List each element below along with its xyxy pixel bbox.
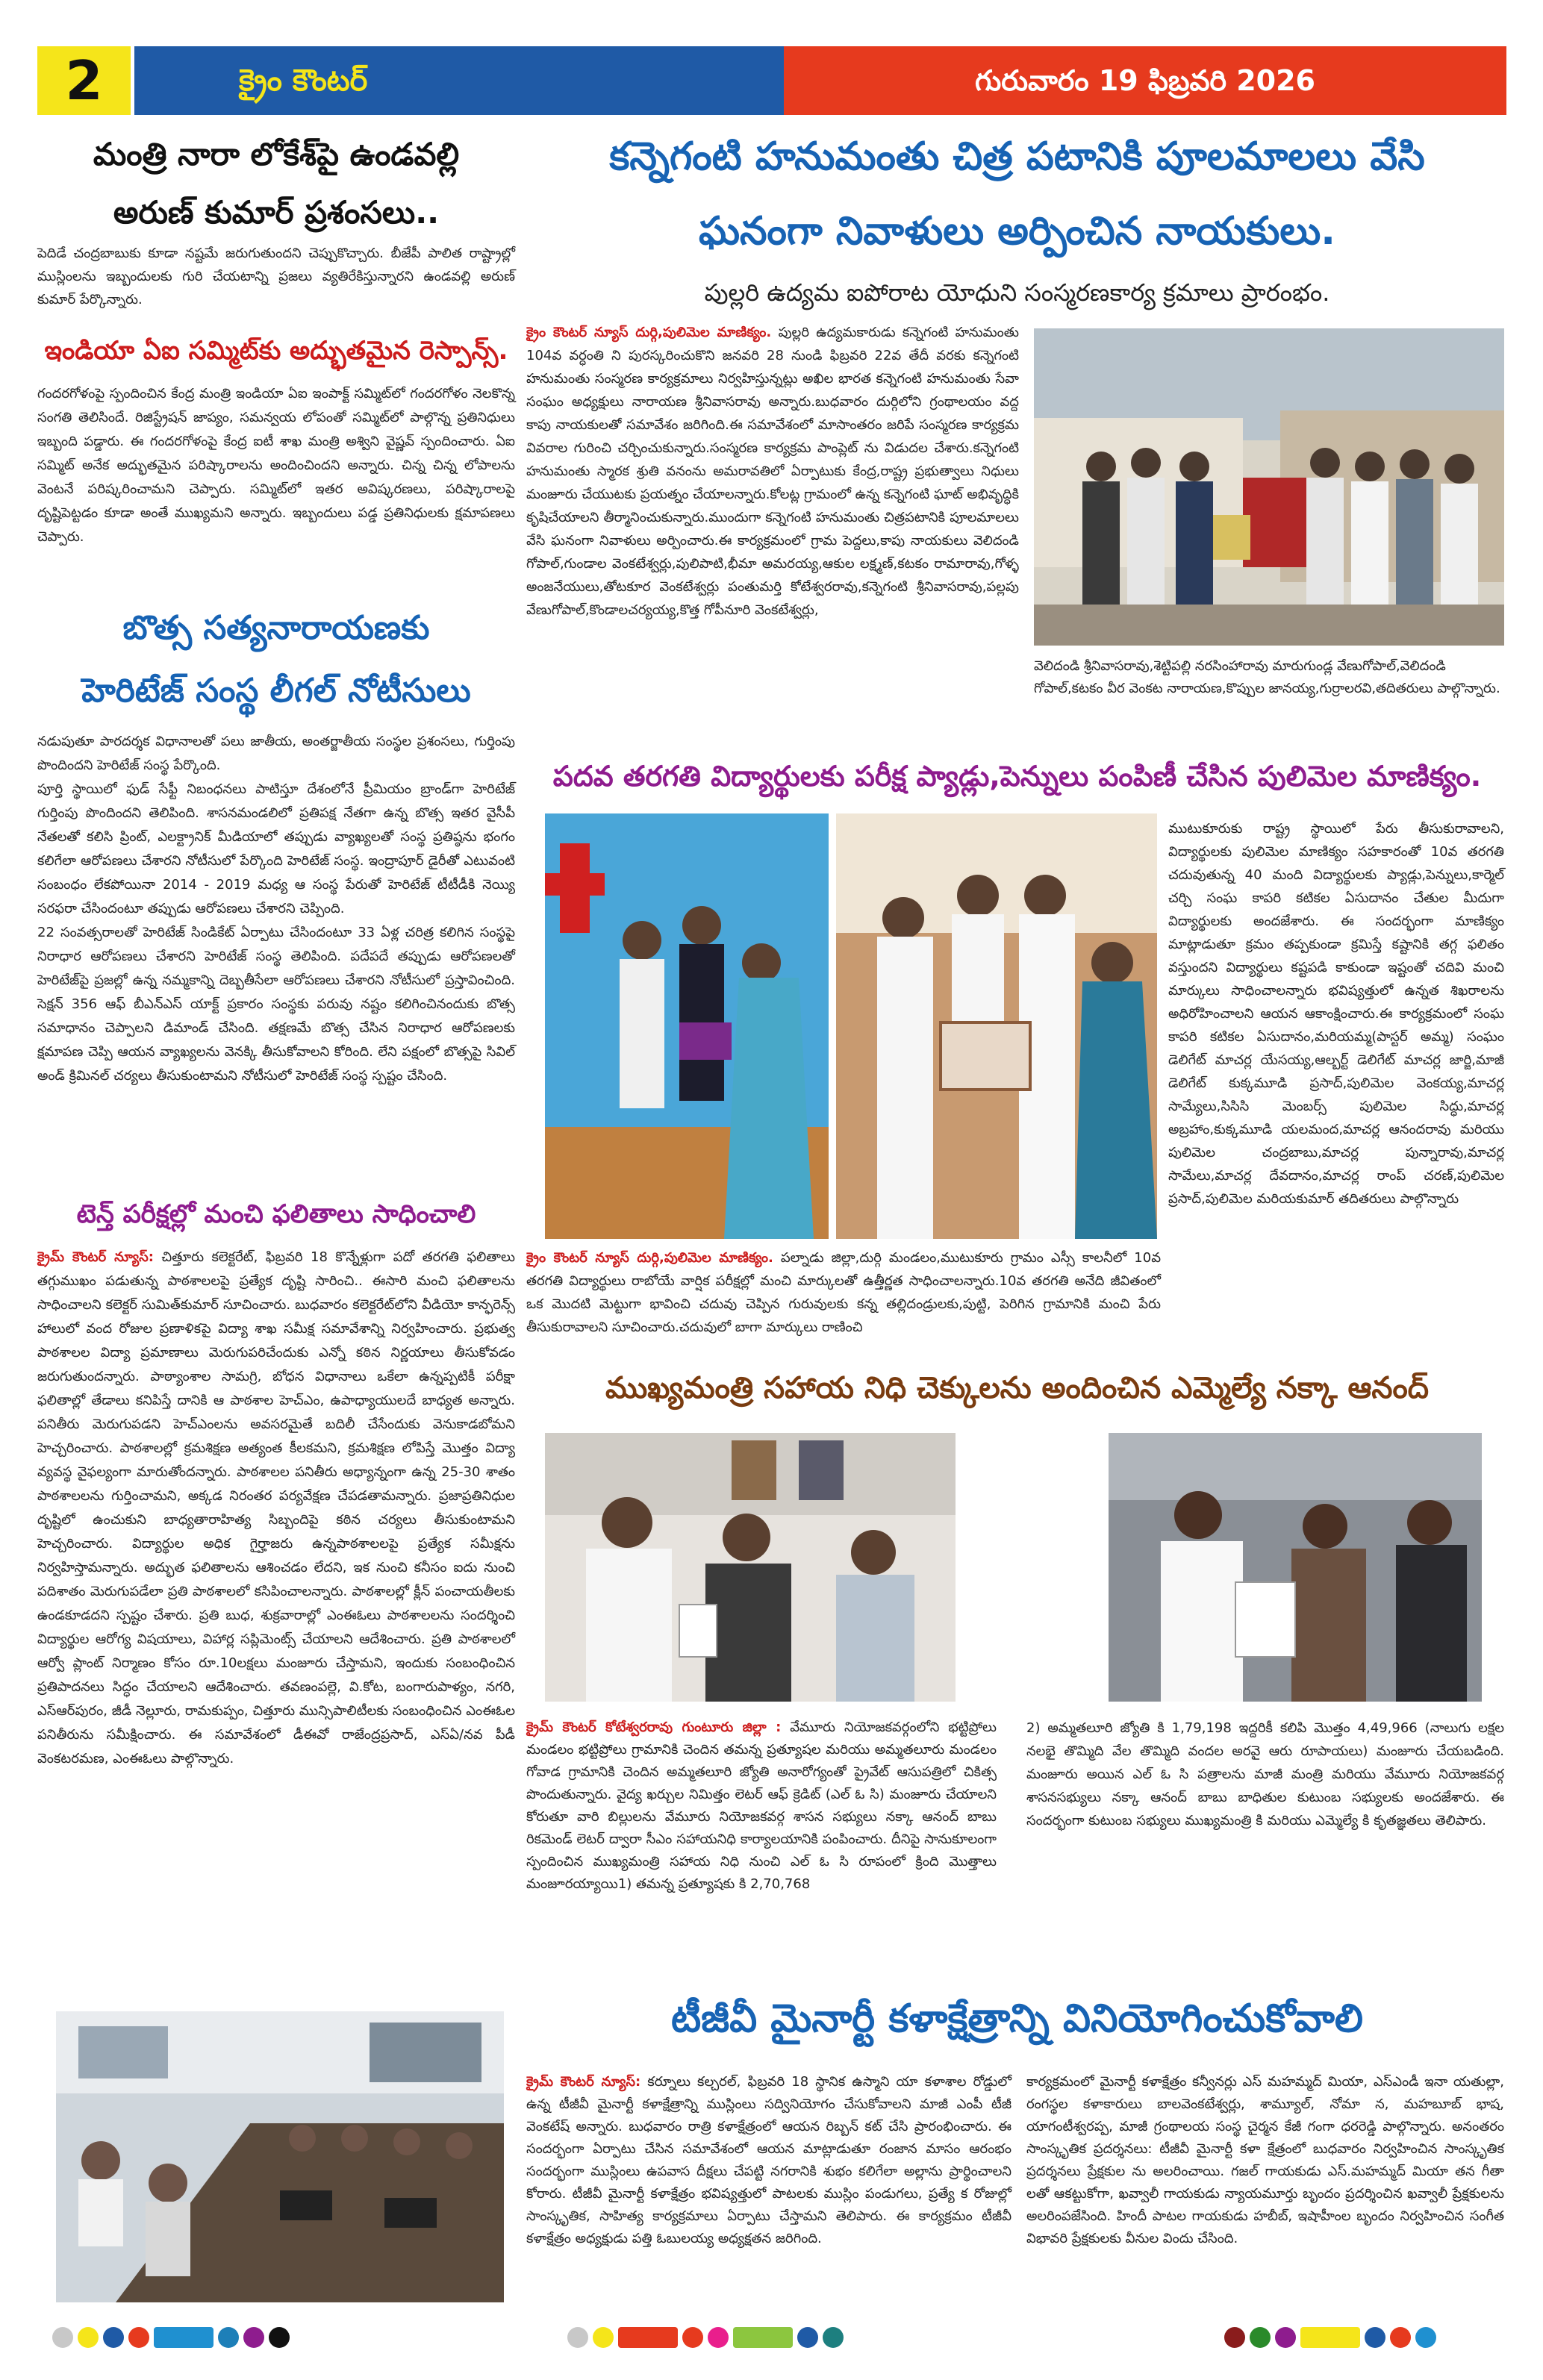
story-tenth — [37, 1190, 515, 1771]
color-dot — [567, 2327, 588, 2348]
color-dot — [103, 2327, 124, 2348]
photo-cmrf-1 — [545, 1433, 956, 1702]
color-dot — [1224, 2327, 1245, 2348]
story-heritage-body-1: నడుపుతూ పారదర్శక విధానాలతో పలు జాతీయ, అంతర్జాతీయ సంస్థల ప్రశంసలు, గుర్తింపు పొందిందని హెరిటేజ్ సంస్థ పేర్కొంది. — [37, 734, 515, 773]
story-cmrf-headline: ముఖ్యమంత్రి సహాయ నిధి చెక్కులను అందించిన ఎమ్మెల్యే నక్కా ఆనంద్ — [605, 1371, 1429, 1405]
color-dot — [823, 2327, 844, 2348]
story-tgv-body-left — [526, 2071, 1011, 2250]
issue-date: గురువారం 19 ఫిబ్రవరి 2026 — [974, 64, 1315, 97]
photo-tribute — [1034, 328, 1504, 646]
color-dot — [682, 2327, 703, 2348]
story-pads-headline: పదవ తరగతి విద్యార్థులకు పరీక్ష ప్యాడ్లు,పెన్నులు పంపిణీ చేసిన పులిమెల మాణిక్యం. — [552, 760, 1482, 793]
color-dot — [1415, 2327, 1436, 2348]
color-dot — [1365, 2327, 1385, 2348]
color-dot — [52, 2327, 73, 2348]
story-tenth-headline: టెన్త్ పరీక్షల్లో మంచి ఫలితాలు సాధించాలి — [76, 1199, 476, 1229]
story-tenth-text: చిత్తూరు కలెక్టరేట్, ఫిబ్రవరి 18 కొన్నేళ్లుగా పదో తరగతి ఫలితాలు తగ్గుముఖం పడుతున్న పాఠశాలలపై ప్రత్యేక దృష్టి సారించి.. ఈసారి మంచి ఫలితాలను సాధించాలని కలెక్టర్ సుమిత్‌కుమార్ సూచించారు. బుధవారం కలెక్టరేట్‌లోని వీడియో కాన్ఫరెన్స్ హాలులో వంద రోజుల ప్రణాళికపై విద్యా శాఖ సమీక్ష సమావేశాన్ని నిర్వహించారు. ప్రభుత్వ పాఠశాలల విద్యా ప్రమాణాలు మెరుగుపరిచేందుకు ఎన్నో కఠిన నిర్ణయాలు తీసుకోవడం జరుగుతుందన్నారు. పాఠ్యాంశాల సామగ్రి, బోధన విధానాలు ఒకేలా ఉన్నప్పటికీ పరీక్షా ఫలితాల్లో తేడాలు కనిపిస్తే దానికి ఆ పాఠశాల హెచ్ఎం, ఉపాధ్యాయులదే బాధ్యత అన్నారు. పనితీరు మెరుగుపడని హెచ్ఎంలను అవసరమైతే బదిలీ చేసేందుకు వెనుకాడబోమని హెచ్చరించారు. పాఠశాలల్లో క్రమశిక్షణ అత్యంత కీలకమని, క్రమశిక్షణ లోపిస్తే మొత్తం విద్యా వ్యవస్థ వైఫల్యంగా మారుతోందన్నారు. పాఠశాలల పనితీరు అధ్యాన్నంగా ఉన్న 25-30 శాతం పాఠశాలలను గుర్తించామని, అక్కడ నిరంతర పర్యవేక్షణ చేపడతామన్నారు. ప్రజాప్రతినిధుల దృష్టిలో ఉంచుకుని బాధ్యతారాహిత్య సిబ్బందిపై కఠిన చర్యలు తీసుకుంటామని హెచ్చరించారు. విద్యార్థుల అధిక గైర్హాజరు ఉన్నపాఠశాలలపై ప్రత్యేక సమీక్షను నిర్వహిస్తామన్నారు. అద్భుత ఫలితాలను ఆశించడం లేదని, ఇక నుంచి కనీసం ఐదు నుంచి పదిశాతం మెరుగుపడేలా ప్రతి పాఠశాలలో కసిపించాలన్నారు. పాఠశాలల్లో క్లీన్ పంచాయతీలకు ఉండకూడదని స్పష్టం చేశారు. ప్రతి బుధ, శుక్రవారాల్లో ఎంఈఓలు పాఠశాలలను సందర్శించి విద్యార్థుల ఆరోగ్య విషయాలు, విహార్ల సప్లిమెంట్స్ చేయాలని ఆదేశించారు. ప్రతి పాఠశాలలో ఆర్వో ప్లాంట్ నిర్మాణం కోసం రూ.10లక్షలు మంజూరు చేస్తామని, ఇందుకు సంబంధించిన ప్రతిపాదనలు సిద్ధం చేయాలని ఆదేశించారు. తవణంపల్లె, వి.కోట, బంగారుపాళ్యం, నగరి, ఎస్ఆర్‌పురం, జీడీ నెల్లూరు, రామకుప్పం, చిత్తూరు మున్సిపాలిటీలకు సంబంధించిన ఎంఈఓల పనితీరును సమీక్షించారు. ఈ సమావేశంలో డీఈవో రాజేంద్రప్రసాద్, ఎస్ఏ/నవ పీడీ వెంకటరమణ, ఎంఈఓలు పాల్గొన్నారు. — [37, 1249, 515, 1767]
story-lokesh-headline-2: అరుణ్ కుమార్ ప్రశంసలు.. — [113, 194, 440, 231]
story-lokesh — [37, 125, 515, 311]
story-tgv-lead: క్రైమ్ కౌంటర్ న్యూస్: — [526, 2074, 641, 2090]
color-dot — [797, 2327, 818, 2348]
color-bar — [1300, 2327, 1360, 2348]
story-cmrf-right-body: 2) అమ్మతలూరి జ్యోతి కి 1,79,198 ఇద్దరికీ కలిపి మొత్తం 4,49,966 (నాలుగు లక్షల నలభై తొమ్మిది వేల తొమ్మిది వందల అరవై ఆరు రూపాయలు) మంజూరు చేయబడింది. మంజూరు అయిన ఎల్ ఓ సి పత్రాలను మాజీ మంత్రి మరియు వేమూరు నియోజకవర్గ శాసనసభ్యులు నక్కా ఆనంద్ బాబు బాధితుల కుటుంబ సభ్యులకు అందజేశారు. ఈ సందర్భంగా కుటుంబ సభ్యులు ముఖ్యమంత్రి కి మరియు ఎమ్మెల్యే కి కృతజ్ఞతలు తెలిపారు. — [1026, 1720, 1504, 1828]
color-dot — [243, 2327, 264, 2348]
story-tgv-headline: టీజీవీ మైనార్టీ కళాక్షేత్రాన్ని వినియోగించుకోవాలి — [671, 1996, 1363, 2041]
story-ai-summit — [37, 328, 515, 549]
story-heritage-headline-1: బొత్స సత్యనారాయణకు — [122, 609, 430, 647]
date-banner — [784, 46, 1506, 115]
story-tenth-body — [37, 1246, 515, 1771]
footer-color-strip-left — [52, 2327, 290, 2348]
story-hanumanthu-lead: క్రైం కౌంటర్ న్యూస్ దుర్గి,పులిమెల మాణిక్యం. — [526, 325, 772, 340]
story-pads-right-text: ముటుకూరుకు రాష్ట్ర స్థాయిలో పేరు తీసుకురావాలని, విద్యార్థులకు పులిమెల మాణిక్యం సహకారంతో 10వ తరగతి చదువుతున్న 40 మంది విద్యార్థులకు ప్యాడ్లు,పెన్నులు,కార్మెల్ చర్చి సంఘ కాపరి కటికల ఏసుదానం చేతుల మీదుగా విద్యార్థులకు అందజేశారు. ఈ సందర్భంగా మాణిక్యం మాట్లాడుతూ క్రమం తప్పకుండా క్రమిస్తే కష్టానికి తగ్గ ఫలితం వస్తుందని విద్యార్థులు కష్టపడి కాకుండా ఇష్టంతో చదివి మంచి మార్కులు సాధించాలన్నారు భవిష్యత్తులో ఉన్నత శిఖరాలను అధిరోహించాలని ఆయన ఆకాంక్షించారు.ఈ కార్యక్రమంలో సంఘ కాపరి కటికల ఏసుదానం,మరియమ్మ(పాస్టర్ అమ్మ) సంఘం డెలిగేట్ మాచర్ల యేసయ్య,ఆల్బర్ట్ డెలిగేట్ మాచర్ల జార్జి,మాజీ డెలిగేట్ కుక్కమూడి ప్రసాద్,పులిమెల వెంకయ్య,మాచర్ల సామ్యేలు,సిసిసి మెంబర్స్ పులిమెల సిద్ధు,మాచర్ల అబ్రహాం,కుక్కమూడి యలమంద,మాచర్ల ఆనందరావు మరియు పులిమెల చంద్రబాబు,మాచర్ల పున్నారావు,మాచర్ల సామేలు,మాచర్ల దేవదానం,మాచర్ల రాంప్ చరణ్,పులిమెల ప్రసాద్,పులిమెల మరియకుమార్ తదితరులు పాల్గొన్నారు — [1168, 821, 1504, 1207]
color-dot — [269, 2327, 290, 2348]
color-dot — [1390, 2327, 1411, 2348]
photo-pads-1 — [545, 813, 829, 1239]
color-bar — [733, 2327, 793, 2348]
photo-tribute-caption: వెలిదండి శ్రీనివాసరావు,శెట్టిపల్లి నరసింహారావు మారుగుండ్ల వేణుగోపాల్,వెలిదండి గోపాల్,కటకం వీర వెంకట నారాయణ,కొప్పుల జానయ్య,గుర్రాలరవి,తదితరులు పాల్గొన్నారు. — [1034, 658, 1500, 696]
section-banner — [134, 46, 784, 115]
story-hanumanthu — [526, 119, 1508, 316]
footer-color-strip-center — [567, 2327, 844, 2348]
story-heritage-headline-2: హెరిటేజ్ సంస్థ లీగల్ నోటీసులు — [81, 672, 471, 710]
story-tgv-body-right: కార్యక్రమంలో మైనార్టీ కళాక్షేత్రం కన్వీనర్లు ఎస్ మహమ్మద్ మియా, ఎస్ఎండీ ఇనా యతుల్లా, రంగస్థల కళాకారులు బాలవెంకటేశ్వర్లు, శామ్యూల్, నోమా న, మహబూబ్ భాష, యాగంటీశ్వరప్ప, మాజీ గ్రంథాలయ సంస్థ చైర్మన కేజీ గంగా ధరరెడ్డి పాల్గొన్నారు. అనంతరం సాంస్కృతిక ప్రదర్శనలు: టీజీవీ మైనార్టీ కళా క్షేత్రంలో బుధవారం నిర్వహించిన సాంస్కృతిక ప్రదర్శనలు ప్రేక్షకుల ను అలరించాయి. గజల్ గాయకుడు ఎస్.మహమ్మద్ మియా తన గీతా లతో ఆకట్టుకోగా, ఖవ్వాలీ గాయకుడు న్యాయమూర్తు బృందం ప్రదర్శించిన ఖవ్వాలీ ప్రేక్షకులను అలరింపజేసింది. హిందీ పాటల గాయకుడు హబీబ్, ఇషాహీంల బృందం నిర్వహించిన సంగీత విభావరి ప్రేక్షకులకు వీనుల విందు చేసింది. — [1026, 2074, 1504, 2246]
story-hanumanthu-subheadline: పుల్లరి ఉద్యమ ఐపోరాట యోధుని సంస్మరణకార్య క్రమాలు ప్రారంభం. — [704, 278, 1330, 307]
photo-collector-meeting — [56, 2011, 504, 2302]
page-number: 2 — [37, 46, 131, 115]
footer-color-strip-right — [1224, 2327, 1436, 2348]
color-dot — [218, 2327, 239, 2348]
story-hanumanthu-headline-2: ఘనంగా నివాళులు అర్పించిన నాయకులు. — [699, 209, 1335, 254]
story-ai-summit-body: గందరగోళంపై స్పందించిన కేంద్ర మంత్రి ఇండియా ఏఐ ఇంపాక్ట్ సమ్మిట్‌లో గందరగోళం నెలకొన్న సంగతి తెలిసిందే. రిజిస్ట్రేషన్ జాప్యం, సమన్వయ లోపంతో సమ్మిట్‌లో పాల్గొన్న ప్రతినిధులు ఇబ్బంది పడ్డారు. ఈ గందరగోళంపై కేంద్ర ఐటీ శాఖ మంత్రి అశ్విని వైష్ణవ్ స్పందించారు. ఏఐ సమ్మిట్ అనేక అద్భుతమైన పరిష్కారాలను అందించిందని అన్నారు. చిన్న చిన్న లోపాలను వెంటనే పరిష్కరించామని చెప్పారు. సమ్మిట్‌లో ఇతర అవిష్కరణలు, పరిష్కారాలపై దృష్టిపెట్టడం కూడా అంతే ముఖ్యమని అన్నారు. ఇబ్బందులు పడ్డ ప్రతినిధులకు క్షమాపణలు చెప్పారు. — [37, 386, 515, 545]
section-title: క్రైం కౌంటర్ — [239, 63, 368, 98]
story-tenth-lead: క్రైమ్ కౌంటర్ న్యూస్: — [37, 1249, 154, 1265]
story-hanumanthu-text: పుల్లరి ఉద్యమకారుడు కన్నెగంటి హనుమంతు 104వ వర్ధంతి ని పురస్కరించుకొని జనవరి 28 నుండి ఫిబ్రవరి 22వ తేదీ వరకు కన్నెగంటి హనుమంతు సంస్మరణ కార్యక్రమాలు నిర్వహిస్తున్నట్లు అఖిల భారత కన్నెగంటి హనుమంతు సేవా సంఘం అధ్యక్షులు నారాయణ శ్రీనివాసరావు అన్నారు.బుధవారం దుర్గిలోని గ్రంథాలయం వద్ద కాపు నాయకులతో సమావేశం జరిగింది.ఈ సమావేశంలో మాసాంతరం జరిపే సంస్మరణ కార్యక్రమ వివరాల గురించి చర్చించుకున్నారు.సంస్మరణ కార్యక్రమ పాంప్లెట్ ను విడుదల చేశారు.కన్నెగంటి హనుమంతు స్మారక శ్రుతి వనంను అమరావతిలో ఏర్పాటుకు కేంద్ర,రాష్ట్ర ప్రభుత్వాలు నిధులు మంజూరు చేయుటకు ప్రయత్నం చేయాలన్నారు.కోలట్ల గ్రామంలో ఉన్న కన్నెగంటి ఘాట్ అభివృద్ధికి కృషిచేయాలని తీర్మానించుకున్నారు.ముందుగా కన్నెగంటి హనుమంతు చిత్రపటానికి పూలమాలలు వేసి ఘనంగా నివాళులు అర్పించారు.ఈ కార్యక్రమంలో గ్రామ పెద్దలు,కాపు నాయకులు వెలిదండి గోపాల్,గుండాల వెంకటేశ్వర్లు,పులిపాటి,భీమా అమరయ్య,ఆకుల లక్ష్మణ్,కటకం రామారావు,గోళ్ళ అంజనేయులు,తోటకూర వెంకటేశ్వర్లు పంతుమర్తి కోటేశ్వరరావు,కన్నెగంటి శ్రీనివాసరావు,పల్లపు వేణుగోపాల్,కొండాలచర్యయ్య,కొత్త గోపీనూరి వెంకటేశ్వర్లు, — [526, 325, 1019, 618]
story-hanumanthu-body — [526, 321, 1019, 622]
photo-pads-2 — [836, 813, 1157, 1239]
color-bar — [618, 2327, 678, 2348]
color-dot — [1250, 2327, 1271, 2348]
story-pads-lead: క్రైం కౌంటర్ న్యూస్ దుర్గి,పులిమెల మాణిక్యం. — [526, 1250, 773, 1266]
color-dot — [593, 2327, 614, 2348]
story-pads-body — [526, 1246, 1161, 1339]
story-heritage — [37, 597, 515, 1088]
story-cmrf-body — [526, 1717, 997, 1896]
story-pads-text: పల్నాడు జిల్లా,దుర్గి మండలం,ముటుకూరు గ్రామం ఎస్సీ కాలనీలో 10వ తరగతి విద్యార్థులు రాబోయే వార్షిక పరీక్షల్లో మంచి మార్కులతో ఉత్తీర్ణత సాధించాలన్నారు.10వ తరగతి అనేది జీవితంలో ఒక మొదటి మెట్టుగా భావించి చదువు చెప్పిన గురువులకు కన్న తల్లిదండ్రులకు,పుట్టి, పెరిగిన గ్రామానికి మంచి పేరు తీసుకురావాలని సూచించారు.చదువులో బాగా మార్కులు రాణించి — [526, 1250, 1161, 1335]
story-lokesh-headline-1: మంత్రి నారా లోకేశ్‌పై ఉండవల్లి — [93, 136, 460, 172]
story-tgv-text: కర్నూలు కల్చరల్, ఫిబ్రవరి 18 స్థానిక ఉస్మాని యా కళాశాల రోడ్డులో ఉన్న టీజీవీ మైనార్టీ కళాక్షేత్రాన్ని ముస్లింలు సద్వినియోగం చేసుకోవాలని మాజీ ఎంపీ టీజీ వెంకటేష్ అన్నారు. బుధవారం రాత్రి కళాక్షేత్రంలో ఆయన రిబ్బన్ కట్ చేసి ప్రారంభించారు. ఈ సందర్భంగా ఏర్పాటు చేసిన సమావేశంలో ఆయన మాట్లాడుతూ రంజాన మాసం ఆరంభం సందర్భంగా ముస్లింలు ఉపవాస దీక్షలు చేపట్టి నగరానికి శుభం కలిగేలా అల్లాను ప్రార్థించాలని కోరారు. టీజీవీ మైనార్టీ కళాక్షేత్రం భవిష్యత్తులో పాటలకు ముస్లిం పండుగలు, ప్రత్యే క రోజుల్లో సాంస్కృతిక, సాహిత్య కార్యక్రమాలు ఏర్పాటు చేస్తామని తెలిపారు. ఈ కార్యక్రమం టీజీవీ కళాక్షేత్రం అధ్యక్షుడు పత్తి ఓబులయ్య అధ్యక్షతన జరిగింది. — [526, 2074, 1011, 2246]
color-bar — [154, 2327, 213, 2348]
color-dot — [708, 2327, 729, 2348]
story-cmrf-lead: క్రైమ్ కౌంటర్ కోటేశ్వరరావు గుంటూరు జిల్లా : — [526, 1720, 782, 1735]
color-dot — [1275, 2327, 1296, 2348]
color-dot — [78, 2327, 99, 2348]
story-heritage-body-2: పూర్తి స్థాయిలో ఫుడ్ సేఫ్టీ నిబంధనలు పాటిస్తూ దేశంలోనే ప్రీమియం బ్రాండ్‌గా హెరిటేజ్ గుర్తింపు పొందిందని తెలిపింది. శాసనమండలిలో ప్రతిపక్ష నేతగా ఉన్న బొత్స ఇతర వైసీపీ నేతలతో కలిసి ప్రింట్, ఎలక్ట్రానిక్ మీడియాలో తప్పుడు వ్యాఖ్యలతో సంస్థ ప్రతిష్ఠను భంగం కలిగేలా ఆరోపణలు చేశారని నోటీసులో పేర్కొంది హెరిటేజ్ సంస్థ. ఇంద్రాపూర్ డైరీతో ఎటువంటి సంబంధం లేకపోయినా 2014 - 2019 మధ్య ఆ సంస్థ పేరుతో హెరిటేజ్ టీటీడీకి నెయ్యి సరఫరా చేసిందంటూ తప్పుడు ఆరోపణలు చేశారని చెప్పింది. — [37, 781, 515, 916]
photo-cmrf-2 — [1109, 1433, 1482, 1702]
story-hanumanthu-headline-1: కన్నెగంటి హనుమంతు చిత్ర పటానికి పూలమాలలు వేసి — [609, 134, 1425, 179]
story-cmrf-text: వేమూరు నియోజకవర్గంలోని భట్టిప్రోలు మండలం భట్టిప్రోలు గ్రామానికి చెందిన తమన్న ప్రత్యూషల మరియు అమ్మతలూరు మండలం గోవాడ గ్రామానికి చెందిన అమ్మతలూరి జ్యోతి అనారోగ్యంతో ప్రైవేట్ ఆసుపత్రిలో చికిత్స పొందుతున్నారు. వైద్య ఖర్చుల నిమిత్తం లెటర్ ఆఫ్ క్రెడిట్ (ఎల్ ఓ సి) మంజూరు చేయాలని కోరుతూ వారి బిల్లులను వేమూరు నియోజకవర్గ శాసన సభ్యులు నక్కా ఆనంద్ బాబు రికమెండ్ లెటర్ ద్వారా సీఎం సహాయనిధి కార్యాలయానికి పంపించారు. దీనిపై సానుకూలంగా స్పందించిన ముఖ్యమంత్రి సహాయ నిధి నుంచి ఎల్ ఓ సి రూపంలో క్రింది మొత్తాలు మంజూరయ్యాయి1) తమన్న ప్రత్యూషకు కి 2,70,768 — [526, 1720, 997, 1892]
story-heritage-body-3: 22 సంవత్సరాలతో హెరిటేజ్ సిండికేట్ ఏర్పాటు చేసిందంటూ 33 ఏళ్ల చరిత్ర కలిగిన సంస్థపై నిరాధార ఆరోపణలు చేశారని హెరిటేజ్ సంస్థ తెలిపింది. పదేపదే తప్పుడు ఆరోపణలతో హెరిటేజ్‌పై ప్రజల్లో ఉన్న నమ్మకాన్ని దెబ్బతీసేలా ఆరోపణలు చేశారని నోటీసులో ప్రస్తావించింది. సెక్షన్ 356 ఆఫ్ బీఎన్ఎస్ యాక్ట్ ప్రకారం సంస్థకు పరువు నష్టం కలిగించినందుకు బొత్స సమాధానం చెప్పాలని డిమాండ్ చేసింది. తక్షణమే బొత్స చేసిన నిరాధార ఆరోపణలకు క్షమాపణ చెప్పి ఆయన వ్యాఖ్యలను వెనక్కి తీసుకోవాలని కోరింది. లేని పక్షంలో బొత్సపై సివిల్ అండ్ క్రిమినల్ చర్యలు తీసుకుంటామని నోటీసులో హెరిటేజ్ సంస్థ స్పష్టం చేసింది. — [37, 925, 515, 1084]
color-dot — [128, 2327, 149, 2348]
story-lokesh-body: పెదిడే చంద్రబాబుకు కూడా నష్టమే జరుగుతుందని చెప్పుకొచ్చారు. బీజేపీ పాలిత రాష్ట్రాల్లో ముస్లింలను ఇబ్బందులకు గురి చేయటాన్ని ప్రజలు వ్యతిరేకిస్తున్నారని ఉండవల్లి అరుణ్ కుమార్ పేర్కొన్నారు. — [37, 246, 515, 307]
story-ai-summit-headline: ఇండియా ఏఐ సమ్మిట్‌కు అద్భుతమైన రెస్పాన్స్. — [44, 336, 508, 366]
